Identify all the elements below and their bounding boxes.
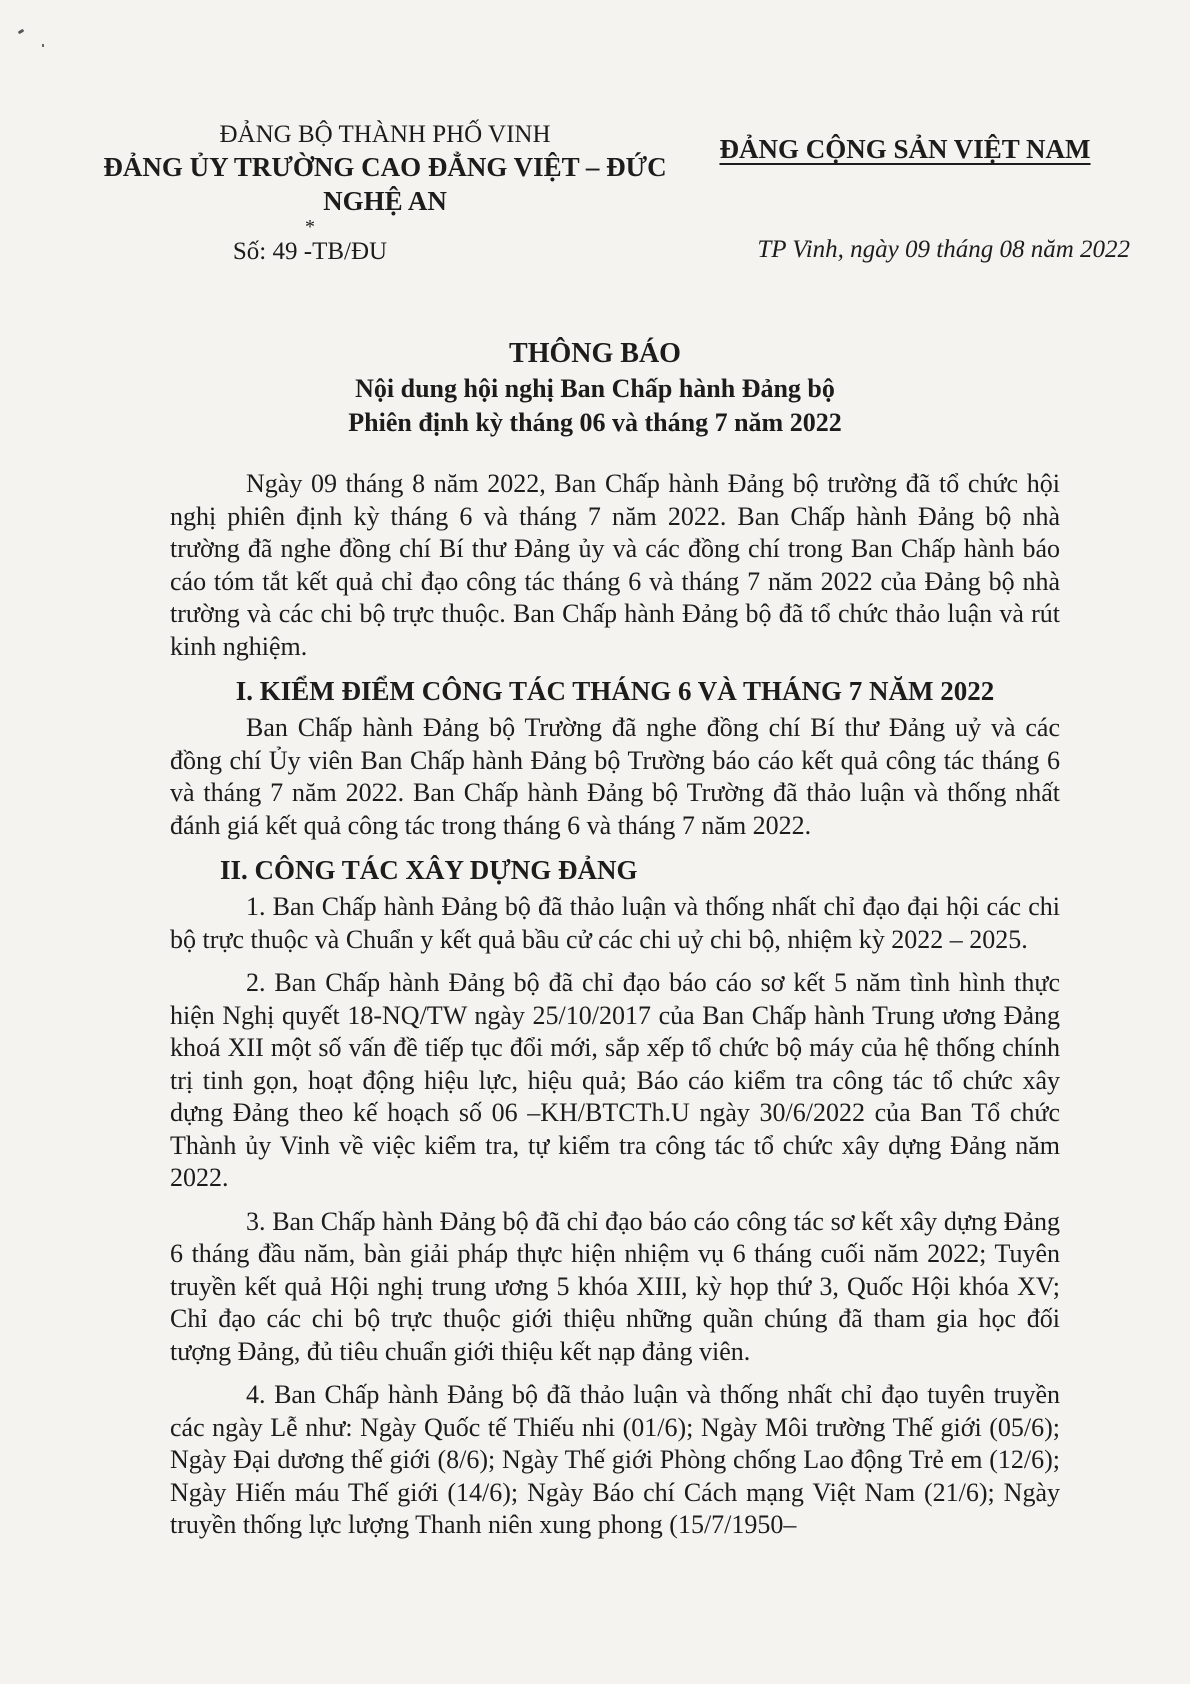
title-subtitle-2: Phiên định kỳ tháng 06 và tháng 7 năm 2022 (348, 408, 842, 437)
item-4-paragraph: 4. Ban Chấp hành Đảng bộ đã thảo luận và thống nhất chỉ đạo tuyên truyền các ngày Lễ như: Ngày Quốc tế Thiếu nhi (01/6); Ngày Môi trường Thế giới (05/6); Ngày Đại dương thế giới (8/6); Ngày Thế giới Phòng chống Lao động Trẻ em (12/6); Ngày Hiến máu Thế giới (14/6); Ngày Báo chí Cách mạng Việt Nam (21/6); Ngày truyền thống lực lượng Thanh niên xung phong (15/7/1950– (170, 1380, 1060, 1539)
scan-speck (42, 44, 44, 47)
title-subtitle-1: Nội dung hội nghị Ban Chấp hành Đảng bộ (355, 374, 835, 403)
party-header (690, 132, 1120, 166)
section-1-paragraph: Ban Chấp hành Đảng bộ Trường đã nghe đồng chí Bí thư Đảng uỷ và các đồng chí Ủy viên Ban Chấp hành Đảng bộ Trường báo cáo kết quả công tác tháng 6 và tháng 7 năm 2022. Ban Chấp hành Đảng bộ Trường đã thảo luận và thống nhất đánh giá kết quả công tác trong tháng 6 và tháng 7 năm 2022. (170, 713, 1060, 840)
place-date: TP Vinh, ngày 09 tháng 08 năm 2022 (757, 236, 1130, 263)
star-separator: * (305, 216, 315, 238)
section-2-heading: II. CÔNG TÁC XÂY DỰNG ĐẢNG (220, 855, 638, 885)
title-main: THÔNG BÁO (509, 338, 681, 369)
document-title (120, 336, 1070, 440)
document-body (170, 468, 1060, 1553)
item-1-paragraph: 1. Ban Chấp hành Đảng bộ đã thảo luận và thống nhất chỉ đạo đại hội các chi bộ trực thuộc và Chuẩn y kết quả bầu cử các chi uỷ chi bộ, nhiệm kỳ 2022 – 2025. (170, 892, 1060, 954)
authority-line-2: ĐẢNG ỦY TRƯỜNG CAO ĐẲNG VIỆT – ĐỨC (103, 152, 667, 182)
document-number: Số: 49 -TB/ĐU (232, 238, 388, 265)
section-1-heading: I. KIỂM ĐIỂM CÔNG TÁC THÁNG 6 VÀ THÁNG 7 NĂM 2022 (235, 676, 995, 706)
authority-line-1: ĐẢNG BỘ THÀNH PHỐ VINH (219, 121, 551, 148)
item-2-paragraph: 2. Ban Chấp hành Đảng bộ đã chỉ đạo báo cáo sơ kết 5 năm tình hình thực hiện Nghị quyết 18-NQ/TW ngày 25/10/2017 của Ban Chấp hành Trung ương Đảng khoá XII một số vấn đề tiếp tục đổi mới, sắp xếp tổ chức bộ máy của hệ thống chính trị tinh gọn, hoạt động hiệu lực, hiệu quả; Báo cáo kiểm tra công tác tổ chức xây dựng Đảng theo kế hoạch số 06 –KH/BTCTh.U ngày 30/6/2022 của Ban Tổ chức Thành ủy Vinh về việc kiểm tra, tự kiểm tra công tác tổ chức xây dựng Đảng năm 2022. (170, 968, 1060, 1192)
intro-paragraph: Ngày 09 tháng 8 năm 2022, Ban Chấp hành Đảng bộ trường đã tổ chức hội nghị phiên định kỳ tháng 6 và tháng 7 năm 2022. Ban Chấp hành Đảng bộ nhà trường đã nghe đồng chí Bí thư Đảng ủy và các đồng chí trong Ban Chấp hành báo cáo tóm tắt kết quả chỉ đạo công tác tháng 6 và tháng 7 năm 2022 của Đảng bộ nhà trường và các chi bộ trực thuộc. Ban Chấp hành Đảng bộ đã tổ chức thảo luận và rút kinh nghiệm. (170, 469, 1060, 661)
issuing-authority (90, 120, 680, 268)
scan-speck (18, 29, 25, 35)
item-3-paragraph: 3. Ban Chấp hành Đảng bộ đã chỉ đạo báo cáo công tác sơ kết xây dựng Đảng 6 tháng đầu năm, bàn giải pháp thực hiện nhiệm vụ 6 tháng cuối năm 2022; Tuyên truyền kết quả Hội nghị trung ương 5 khóa XIII, kỳ họp thứ 3, Quốc Hội khóa XV; Chỉ đạo các chi bộ trực thuộc giới thiệu những quần chúng đã tham gia học đối tượng Đảng, đủ tiêu chuẩn giới thiệu kết nạp đảng viên. (170, 1206, 1060, 1366)
party-name: ĐẢNG CỘNG SẢN VIỆT NAM (719, 134, 1091, 164)
authority-line-3: NGHỆ AN (323, 186, 447, 216)
